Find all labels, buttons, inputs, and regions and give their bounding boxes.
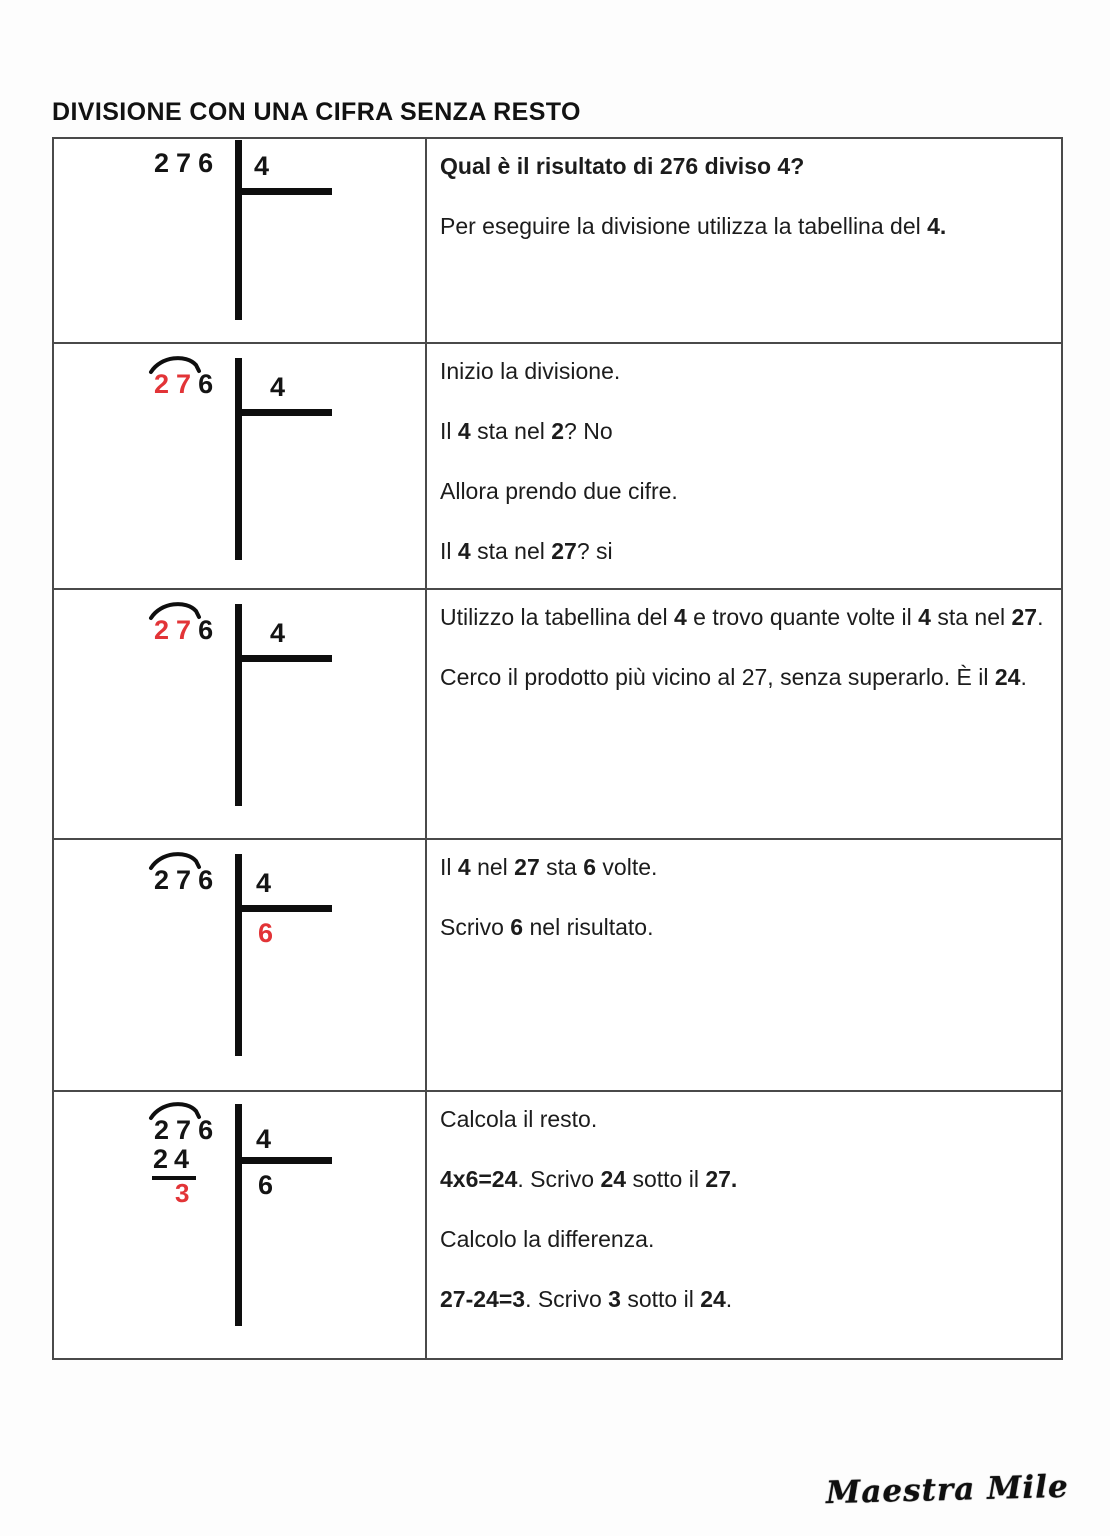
dividend-digit: 6 — [198, 369, 221, 399]
table-row — [54, 139, 1061, 342]
text-run: . Scrivo — [525, 1286, 609, 1312]
text-run: 3 — [608, 1286, 621, 1312]
dividend-digit: 2 — [154, 615, 177, 645]
dividend-276 — [154, 867, 220, 894]
divisor-4: 4 — [256, 1124, 272, 1154]
quotient-digit: 6 — [258, 918, 274, 948]
text-run: Calcola il resto. — [440, 1106, 598, 1132]
explanation-paragraph — [440, 913, 1047, 942]
text-run: 24 — [700, 1286, 726, 1312]
product-24: 24 — [152, 1146, 196, 1180]
explanation-paragraph — [440, 357, 1047, 386]
explanation-cell — [427, 344, 1061, 588]
explanation-paragraph — [440, 603, 1047, 632]
division-diagram — [54, 344, 427, 588]
dividend-digit: 7 — [176, 615, 199, 645]
text-run: nel — [470, 854, 515, 880]
remainder-3: 3 — [175, 1178, 190, 1208]
explanation-cell — [427, 139, 1061, 342]
text-run: sotto il — [626, 1166, 706, 1192]
dividend-276 — [154, 1117, 220, 1144]
explanation-paragraph — [440, 663, 1047, 692]
text-run: 4 — [457, 418, 471, 444]
text-run: 2 — [551, 418, 565, 444]
division-diagram — [54, 590, 427, 838]
divisor-4: 4 — [256, 868, 272, 898]
text-run: 4x6=24 — [440, 1166, 518, 1192]
division-diagram — [54, 1092, 427, 1358]
table-row — [54, 1090, 1061, 1358]
dividend-digit: 2 — [154, 369, 177, 399]
text-run: nel risultato. — [523, 914, 654, 940]
text-run: Utilizzo la tabellina del — [440, 604, 674, 630]
explanation-paragraph — [440, 1105, 1047, 1134]
division-horizontal-line — [235, 1157, 332, 1164]
text-run: Calcolo la differenza. — [440, 1226, 655, 1252]
text-run: sta nel — [930, 604, 1012, 630]
text-run: . — [725, 1286, 733, 1312]
dividend-digit: 7 — [176, 865, 199, 895]
text-run: . Scrivo — [517, 1166, 601, 1192]
division-diagram — [54, 840, 427, 1090]
text-run: ? No — [564, 418, 613, 444]
text-run: Il — [440, 418, 458, 444]
text-run: Qual è il risultato di 276 diviso 4? — [440, 153, 805, 179]
signature: Maestra Mile — [825, 1468, 1070, 1512]
dividend-276 — [154, 617, 220, 644]
text-run: 6 — [510, 914, 524, 940]
steps-table — [52, 137, 1063, 1360]
division-vertical-line — [235, 604, 242, 806]
text-run: sta nel — [470, 538, 552, 564]
quotient-digit: 6 — [258, 1170, 274, 1200]
explanation-cell — [427, 1092, 1061, 1358]
divisor-4: 4 — [270, 372, 286, 402]
text-run: 4 — [457, 854, 471, 880]
text-run: Allora prendo due cifre. — [440, 478, 678, 504]
explanation-paragraph — [440, 152, 1047, 181]
dividend-digit: 6 — [198, 148, 221, 178]
text-run: . — [1020, 664, 1027, 690]
text-run: sta nel — [470, 418, 552, 444]
table-row — [54, 838, 1061, 1090]
dividend-276 — [154, 371, 220, 398]
dividend-digit: 6 — [198, 615, 221, 645]
dividend-digit: 2 — [154, 148, 177, 178]
text-run: Inizio la divisione. — [440, 358, 621, 384]
dividend-digit: 7 — [176, 1115, 199, 1145]
text-run: 4 — [918, 604, 931, 630]
text-run: 6 — [583, 854, 597, 880]
text-run: Il — [440, 854, 458, 880]
division-vertical-line — [235, 140, 242, 320]
division-vertical-line — [235, 1104, 242, 1326]
text-run: 27 — [514, 854, 540, 880]
dividend-digit: 2 — [154, 865, 177, 895]
dividend-digit: 6 — [198, 865, 221, 895]
text-run: e trovo quante volte il — [686, 604, 919, 630]
page-title: DIVISIONE CON UNA CIFRA SENZA RESTO — [52, 97, 581, 126]
divisor-4: 4 — [254, 151, 270, 181]
text-run: ? si — [576, 538, 613, 564]
explanation-paragraph — [440, 417, 1047, 446]
text-run: volte. — [596, 854, 658, 880]
division-horizontal-line — [235, 409, 332, 416]
text-run: 27-24=3 — [440, 1286, 526, 1312]
text-run: Il — [440, 538, 458, 564]
dividend-276 — [154, 150, 220, 177]
divisor-4: 4 — [270, 618, 286, 648]
text-run: 4. — [927, 213, 947, 239]
explanation-paragraph — [440, 1165, 1047, 1194]
text-run: sotto il — [620, 1286, 701, 1312]
explanation-cell — [427, 590, 1061, 838]
dividend-digit: 6 — [198, 1115, 221, 1145]
dividend-digit: 2 — [154, 1115, 177, 1145]
dividend-digit: 7 — [176, 369, 199, 399]
text-run: Per eseguire la divisione utilizza la tabellina del — [440, 213, 928, 239]
division-horizontal-line — [235, 188, 332, 195]
explanation-paragraph — [440, 853, 1047, 882]
text-run: Cerco il prodotto più vicino al 27, senza superarlo. È il — [440, 664, 995, 690]
division-vertical-line — [235, 854, 242, 1056]
division-horizontal-line — [235, 905, 332, 912]
explanation-paragraph — [440, 212, 1047, 241]
division-vertical-line — [235, 358, 242, 560]
explanation-paragraph — [440, 1225, 1047, 1254]
table-row — [54, 342, 1061, 588]
text-run: Scrivo — [440, 914, 511, 940]
text-run: 27. — [705, 1166, 738, 1192]
text-run: 27 — [551, 538, 577, 564]
explanation-paragraph — [440, 1285, 1047, 1314]
text-run: 4 — [457, 538, 471, 564]
text-run: 24 — [600, 1166, 627, 1192]
text-run: 24 — [994, 664, 1021, 690]
table-row — [54, 588, 1061, 838]
dividend-digit: 7 — [176, 148, 199, 178]
explanation-cell — [427, 840, 1061, 1090]
division-diagram — [54, 139, 427, 342]
text-run: 27 — [1011, 604, 1038, 630]
text-run: 4 — [673, 604, 687, 630]
text-run: sta — [539, 854, 584, 880]
division-horizontal-line — [235, 655, 332, 662]
text-run: . — [1037, 604, 1044, 630]
explanation-paragraph — [440, 537, 1047, 566]
explanation-paragraph — [440, 477, 1047, 506]
